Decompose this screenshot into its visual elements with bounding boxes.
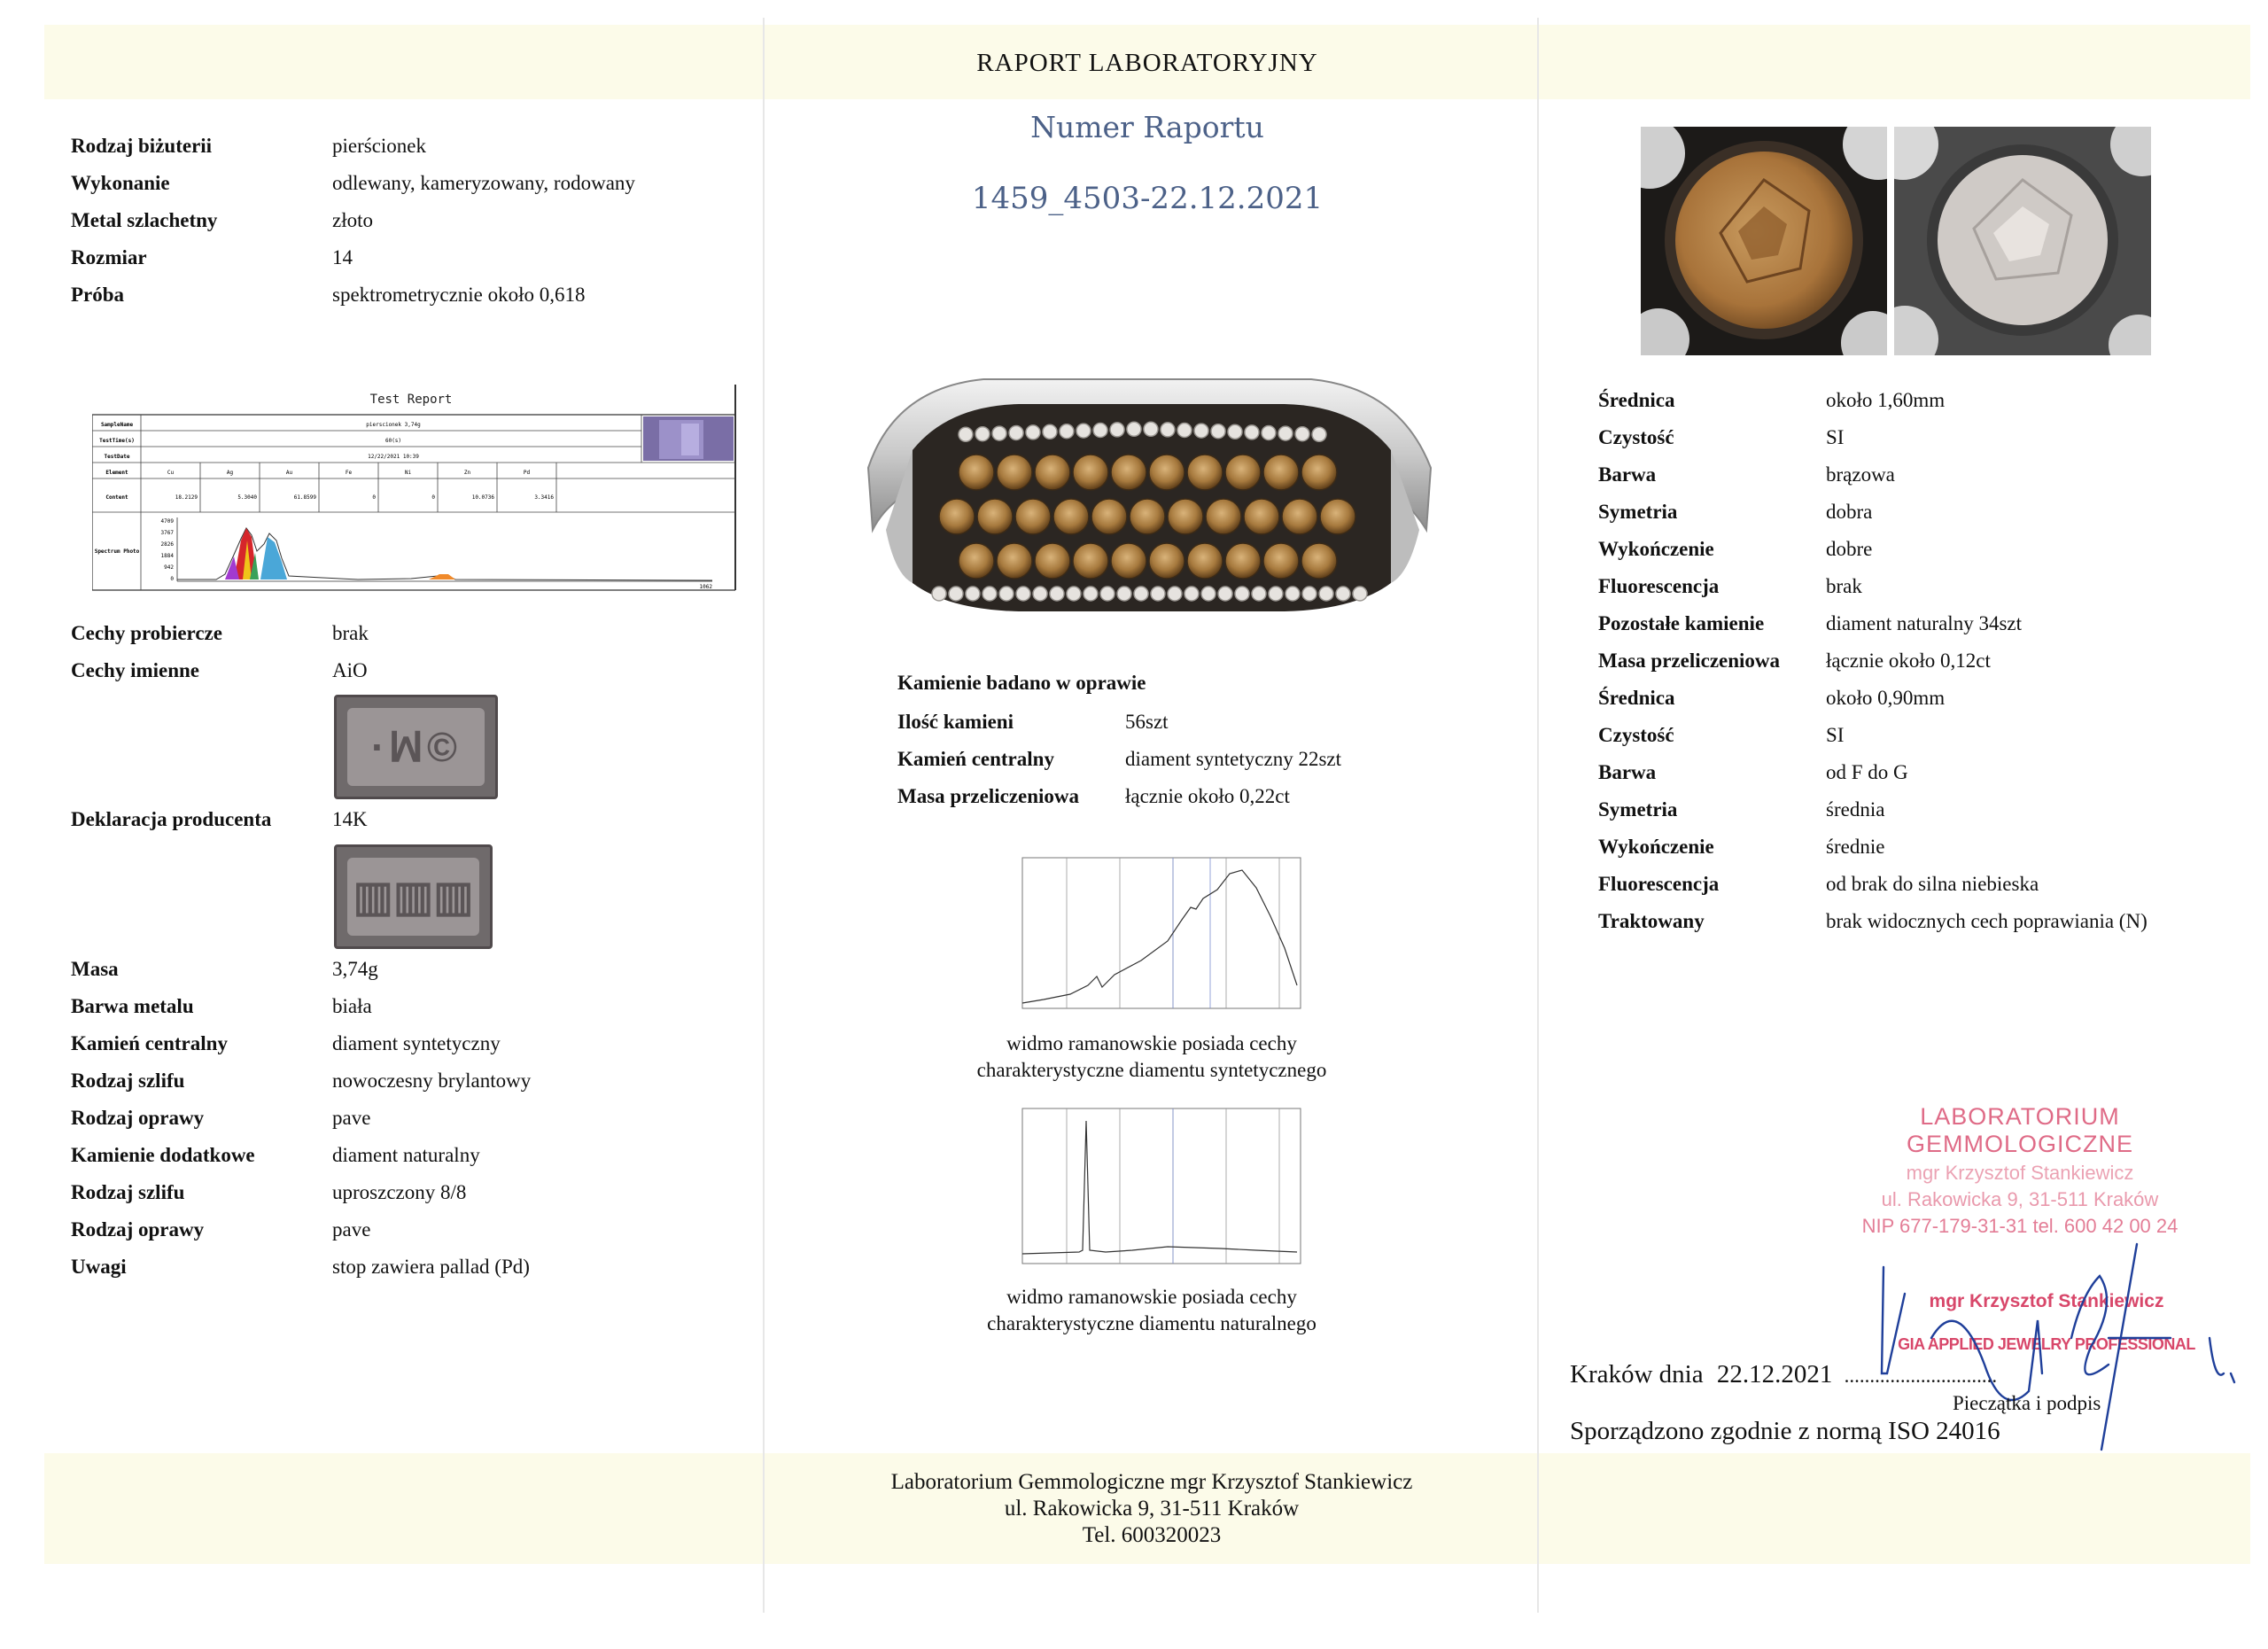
field-label: Wykończenie: [1598, 538, 1714, 560]
white-diamond: [1269, 587, 1283, 601]
field-value: dobre: [1826, 538, 1873, 560]
stone-label: Ilość kamieni: [897, 711, 1014, 733]
white-diamond: [1194, 424, 1208, 438]
white-diamond: [1117, 587, 1131, 601]
field-label: Fluorescencja: [1598, 575, 1720, 597]
element-symbol: Cu: [167, 470, 175, 476]
brown-diamond: [1091, 499, 1127, 534]
field-value: dobra: [1826, 501, 1873, 523]
element-content: 5.3040: [237, 494, 257, 501]
white-diamond-photo: [1894, 127, 2151, 355]
field-label: Masa: [71, 958, 119, 980]
y-tick-label: 0: [170, 576, 174, 582]
spectrum-label: Spectrum Photo: [94, 548, 140, 555]
stamp-line: GIA APPLIED JEWELRY PROFESSIONAL: [1898, 1335, 2195, 1353]
white-diamond: [1319, 587, 1333, 601]
raman-spectrum-natural: [990, 1103, 1306, 1280]
field-value: od F do G: [1826, 761, 1908, 783]
field-label: Pozostałe kamienie: [1598, 612, 1765, 634]
field-value: brak widocznych cech poprawiania (N): [1826, 910, 2148, 932]
content-label: Content: [105, 494, 128, 501]
field-label: Metal szlachetny: [71, 209, 218, 231]
xrf-test-report: [92, 381, 739, 594]
caption-line: charakterystyczne diamentu syntetycznego: [976, 1059, 1327, 1081]
field-value: biała: [332, 995, 372, 1017]
report-number-label: Numer Raportu: [1030, 110, 1264, 144]
field-value: złoto: [332, 209, 373, 231]
row-value: 60(s): [384, 438, 402, 444]
date-label: Kraków dnia: [1570, 1360, 1704, 1388]
field-value: 3,74g: [332, 958, 378, 980]
field-label: Masa przeliczeniowa: [1598, 649, 1781, 672]
row-label: TestTime(s): [99, 438, 135, 444]
brown-diamond: [1168, 499, 1203, 534]
brown-diamond: [1073, 543, 1108, 579]
white-diamond: [1353, 587, 1367, 601]
field-value: AiO: [332, 659, 368, 681]
elements-label: Element: [105, 470, 128, 476]
field-label: Wykończenie: [1598, 836, 1714, 858]
white-diamond: [999, 587, 1014, 601]
white-diamond: [1110, 423, 1124, 437]
brown-diamond: [1111, 543, 1146, 579]
white-diamond: [1100, 587, 1115, 601]
y-tick-label: 4709: [160, 518, 174, 525]
raman-caption: [913, 1284, 1391, 1337]
y-tick-label: 942: [164, 564, 174, 571]
footer-line: Laboratorium Gemmologiczne mgr Krzysztof Stankiewicz: [890, 1470, 1413, 1494]
field-value: średnie: [1826, 836, 1885, 858]
white-diamond: [1151, 587, 1165, 601]
caption-line: widmo ramanowskie posiada cechy: [1006, 1286, 1297, 1308]
field-label: Próba: [71, 284, 125, 306]
laboratory-stamp: [1843, 1103, 2197, 1238]
field-label: Rodzaj oprawy: [71, 1218, 205, 1241]
field-label: Rodzaj biżuterii: [71, 135, 213, 157]
element-symbol: Ni: [404, 470, 412, 476]
white-diamond: [1050, 587, 1064, 601]
field-value: brązowa: [1826, 463, 1895, 486]
stone-value: łącznie około 0,22ct: [1125, 785, 1290, 807]
field-value: około 0,90mm: [1826, 687, 1946, 709]
stamp-line: NIP 677-179-31-31 tel. 600 42 00 24: [1861, 1215, 2179, 1237]
stone-value: diament syntetyczny 22szt: [1125, 748, 1341, 770]
brown-diamond: [1225, 455, 1261, 490]
brown-diamond: [997, 543, 1032, 579]
brown-diamond: [1015, 499, 1051, 534]
white-diamond: [1016, 587, 1030, 601]
field-label: Barwa: [1598, 761, 1657, 783]
field-value: 14: [332, 246, 353, 268]
stamp-line: mgr Krzysztof Stankiewicz: [1929, 1291, 2164, 1311]
field-value: stop zawiera pallad (Pd): [332, 1256, 530, 1278]
element-symbol: Pd: [523, 470, 531, 476]
white-diamond: [1302, 587, 1317, 601]
white-diamond: [1009, 426, 1023, 440]
element-symbol: Ag: [226, 470, 234, 476]
white-diamond: [1144, 422, 1158, 436]
brown-diamond: [1263, 543, 1299, 579]
brown-diamond: [959, 455, 994, 490]
white-diamond: [992, 426, 1006, 440]
raman-caption: [913, 1031, 1391, 1084]
footer-line: Tel. 600320023: [1082, 1523, 1222, 1547]
field-label: Rodzaj szlifu: [71, 1070, 185, 1092]
white-diamond: [1245, 425, 1259, 439]
hallmark-glyph: ▥▥▥: [347, 858, 479, 936]
stamp-line: ul. Rakowicka 9, 31-511 Kraków: [1881, 1188, 2159, 1210]
brown-diamond: [1035, 455, 1070, 490]
brown-diamond: [977, 499, 1013, 534]
field-value: brak: [1826, 575, 1862, 597]
white-diamond: [975, 427, 990, 441]
white-diamond: [966, 587, 980, 601]
field-label: Rodzaj szlifu: [71, 1181, 185, 1203]
stamp-line: mgr Krzysztof Stankiewicz: [1906, 1162, 2134, 1184]
white-diamond: [1168, 587, 1182, 601]
field-label: Kamienie dodatkowe: [71, 1144, 255, 1166]
white-diamond: [1076, 424, 1091, 438]
field-value: średnia: [1826, 798, 1885, 821]
brown-diamond: [1320, 499, 1355, 534]
white-diamond: [1228, 424, 1242, 439]
white-diamond: [1067, 587, 1081, 601]
white-diamond: [1184, 587, 1199, 601]
report-title: RAPORT LABORATORYJNY: [976, 49, 1318, 77]
field-label: Wykonanie: [71, 172, 170, 194]
white-diamond: [1262, 426, 1276, 440]
stone-value: 56szt: [1125, 711, 1169, 733]
iso-norm: Sporządzono zgodnie z normą ISO 24016: [1570, 1417, 2000, 1445]
field-label: Czystość: [1598, 724, 1674, 746]
caption-line: charakterystyczne diamentu naturalnego: [987, 1312, 1317, 1334]
field-label: Cechy imienne: [71, 659, 200, 681]
brown-diamond: [959, 543, 994, 579]
brown-diamond: [1187, 455, 1223, 490]
fold-line: [1537, 18, 1539, 1613]
field-label: Uwagi: [71, 1256, 127, 1278]
white-diamond: [1060, 424, 1074, 439]
signature-dots: ..............................: [1844, 1365, 1998, 1387]
date-value: 22.12.2021: [1716, 1360, 1833, 1388]
element-symbol: Zn: [463, 470, 471, 476]
field-value: diament naturalny 34szt: [1826, 612, 2022, 634]
field-label: Średnica: [1598, 389, 1675, 411]
element-content: 61.8599: [293, 494, 316, 501]
field-label: Średnica: [1598, 687, 1675, 709]
element-content: 18.2129: [175, 494, 198, 501]
white-diamond: [1201, 587, 1216, 601]
field-value: spektrometrycznie około 0,618: [332, 284, 586, 306]
element-symbol: Fe: [345, 470, 353, 476]
signature-caption: Pieczątka i podpis: [1953, 1392, 2101, 1414]
field-value: około 1,60mm: [1826, 389, 1946, 411]
field-value: SI: [1826, 426, 1845, 448]
row-label: SampleName: [100, 422, 134, 428]
white-diamond: [1043, 424, 1057, 439]
brown-diamond: [1244, 499, 1279, 534]
white-diamond: [949, 587, 963, 601]
field-value: pave: [332, 1107, 371, 1129]
brown-diamond: [1130, 499, 1165, 534]
report-number: 1459_4503-22.12.2021: [971, 181, 1324, 216]
field-label: Barwa: [1598, 463, 1657, 486]
element-content: 0: [372, 494, 376, 501]
white-diamond: [1218, 587, 1232, 601]
field-label: Czystość: [1598, 426, 1674, 448]
element-symbol: Au: [285, 470, 293, 476]
row-value: 12/22/2021 10:39: [368, 454, 419, 460]
element-content: 0: [431, 494, 435, 501]
test-report-title: Test Report: [369, 393, 453, 407]
brown-diamond: [1301, 455, 1337, 490]
white-diamond: [1235, 587, 1249, 601]
white-diamond: [1093, 424, 1107, 438]
field-label: Traktowany: [1598, 910, 1705, 932]
white-diamond: [1127, 422, 1141, 436]
white-diamond: [1161, 423, 1175, 437]
stones-heading: Kamienie badano w oprawie: [897, 672, 1146, 694]
field-value: od brak do silna niebieska: [1826, 873, 2039, 895]
brown-diamond-photo: [1641, 127, 1887, 355]
brown-diamond: [1225, 543, 1261, 579]
field-value: odlewany, kameryzowany, rodowany: [332, 172, 635, 194]
field-label: Kamień centralny: [71, 1032, 228, 1054]
white-diamond: [959, 427, 973, 441]
y-tick-label: 2826: [160, 541, 174, 548]
y-tick-label: 1884: [160, 553, 174, 559]
field-value: pierścionek: [332, 135, 427, 157]
brown-diamond: [997, 455, 1032, 490]
brown-diamond: [1282, 499, 1317, 534]
row-label: TestDate: [104, 454, 130, 460]
brown-diamond: [1111, 455, 1146, 490]
brown-diamond: [939, 499, 975, 534]
field-value: uproszczony 8/8: [332, 1181, 467, 1203]
field-label: Barwa metalu: [71, 995, 194, 1017]
field-value: łącznie około 0,12ct: [1826, 649, 1991, 672]
brown-diamond: [1149, 543, 1184, 579]
x-axis-end: 1062: [699, 584, 712, 590]
row-value: pierscionek 3,74g: [366, 422, 421, 428]
white-diamond: [1312, 427, 1326, 441]
field-label: Cechy probiercze: [71, 622, 222, 644]
brown-diamond: [1149, 455, 1184, 490]
brown-diamond: [1301, 543, 1337, 579]
element-content: 10.0736: [471, 494, 494, 501]
white-diamond: [983, 587, 997, 601]
date-line: [1570, 1360, 1997, 1389]
ring-photo: [859, 353, 1435, 618]
field-label: Fluorescencja: [1598, 873, 1720, 895]
white-diamond: [1211, 424, 1225, 439]
footer-address: [762, 1469, 1542, 1549]
field-label: Rozmiar: [71, 246, 147, 268]
white-diamond: [1295, 427, 1309, 441]
white-diamond: [1278, 426, 1293, 440]
white-diamond: [1177, 424, 1192, 438]
stone-label: Masa przeliczeniowa: [897, 785, 1080, 807]
hallmark-glyph: ·ꟽ©: [347, 708, 485, 786]
hallmark-photo-14k: [334, 844, 493, 949]
field-label: Rodzaj oprawy: [71, 1107, 205, 1129]
field-value: diament naturalny: [332, 1144, 480, 1166]
white-diamond: [1252, 587, 1266, 601]
brown-diamond: [1206, 499, 1241, 534]
field-label: Deklaracja producenta: [71, 808, 272, 830]
white-diamond: [932, 587, 946, 601]
field-label: Symetria: [1598, 501, 1678, 523]
hallmark-photo-aio: [334, 695, 498, 799]
field-value: pave: [332, 1218, 371, 1241]
brown-diamond: [1073, 455, 1108, 490]
stamp-line: LABORATORIUM GEMMOLOGICZNE: [1906, 1103, 2133, 1157]
field-value: nowoczesny brylantowy: [332, 1070, 532, 1092]
field-value: SI: [1826, 724, 1845, 746]
caption-line: widmo ramanowskie posiada cechy: [1006, 1032, 1297, 1054]
field-value: diament syntetyczny: [332, 1032, 501, 1054]
white-diamond: [1336, 587, 1350, 601]
brown-diamond: [1187, 543, 1223, 579]
fold-line: [763, 18, 765, 1613]
stone-label: Kamień centralny: [897, 748, 1054, 770]
y-tick-label: 3767: [160, 530, 174, 536]
brown-diamond: [1035, 543, 1070, 579]
white-diamond: [1285, 587, 1300, 601]
footer-line: ul. Rakowicka 9, 31-511 Kraków: [1004, 1497, 1300, 1521]
white-diamond: [1033, 587, 1047, 601]
field-value: 14K: [332, 808, 368, 830]
element-content: 3.3416: [534, 494, 554, 501]
field-label: Symetria: [1598, 798, 1678, 821]
white-diamond: [1134, 587, 1148, 601]
brown-diamond: [1053, 499, 1089, 534]
brown-diamond: [1263, 455, 1299, 490]
field-value: brak: [332, 622, 369, 644]
white-diamond: [1084, 587, 1098, 601]
white-diamond: [1026, 425, 1040, 439]
raman-spectrum-synthetic: [990, 852, 1306, 1030]
